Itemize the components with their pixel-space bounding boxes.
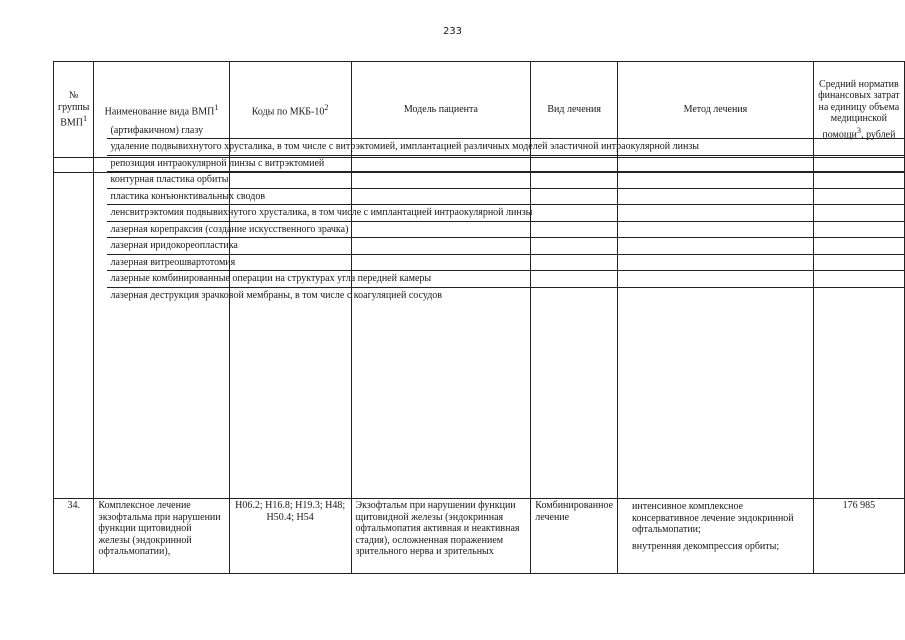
- row-34-methods: [618, 499, 814, 574]
- method-item: контурная пластика орбиты: [618, 173, 814, 189]
- row-34: [54, 499, 905, 574]
- method-item: лазерная витреошвартотомия: [618, 254, 814, 271]
- header-num-symbol: №: [68, 90, 79, 102]
- header-num-vmp: ВМП: [60, 117, 84, 129]
- header-patient-model: Модель пациента: [351, 62, 531, 158]
- continued-methods-cell: [110, 124, 814, 499]
- method-item: интенсивное комплексное консервативное лечение эндокринной офтальмопатии;: [632, 501, 794, 535]
- header-vmp-name-text: Наименование вида ВМП: [104, 105, 215, 117]
- header-average-cost-unit: , рублей: [861, 128, 896, 140]
- row-34-treatment-type: Комбинированное лечение: [531, 499, 618, 574]
- vmp-table: [53, 61, 905, 574]
- continued-row: [54, 173, 905, 499]
- row-34-patient-model: Экзофтальм при нарушении функции щитовидной железы (эндокринная офтальмопатия активная и неактивная стадия), осложненная поражением зрительного нерва и зрительных: [351, 499, 531, 574]
- row-34-vmp-name: Комплексное лечение экзофтальма при нарушении функции щитовидной железы (эндокринной офтальмопатии),: [94, 499, 229, 574]
- method-list: (артифакичном) глазу удаление подвывихнутого хрусталика, в том числе с витрэктомией, имплантацией различных моделей эластичной интраокулярной линзы репозиция интраокулярной линзы с витрэктомией контурная пластика орбиты пластика конъюнктивальных сводов ленсвитрэктомия подвывихнутого хрусталика, в том числе с имплантацией интраокулярной линзы лазерная корепраксия (создание искусственного зрачка) лазерная иридокореопластика лазерная витреошвартотомия лазерные комбинированные операции на структурах угла передней камеры лазерная деструкция зрачковой мембраны, в том числе с коагуляцией сосудов: [618, 173, 814, 304]
- row-34-number: 34.: [54, 499, 94, 574]
- row-34-icd-codes: H06.2; H16.8; H19.3; H48; H50.4; H54: [229, 499, 351, 574]
- header-icd-codes-text: Коды по МКБ-10: [251, 105, 325, 117]
- footnote-mark: 1: [214, 102, 219, 112]
- page-number: 233: [442, 26, 463, 37]
- method-item: лазерные комбинированные операции на структурах угла передней камеры: [618, 271, 814, 288]
- method-item: ленсвитрэктомия подвывихнутого хрусталика, в том числе с имплантацией интраокулярной линзы: [618, 205, 814, 222]
- footnote-mark: 2: [324, 102, 329, 112]
- method-item: лазерная корепраксия (создание искусственного зрачка): [618, 221, 814, 238]
- header-average-cost-text: Средний норматив финансовых затрат на единицу объема медицинской помощи: [818, 78, 900, 140]
- method-item: лазерная иридокореопластика: [618, 238, 814, 255]
- header-treatment-method: Метод лечения: [618, 62, 814, 158]
- footnote-mark: 3: [856, 125, 862, 135]
- method-item: пластика конъюнктивальных сводов: [618, 188, 814, 205]
- method-item: внутренняя декомпрессия орбиты;: [632, 540, 780, 552]
- header-treatment-type: Вид лечения: [531, 62, 618, 158]
- footnote-mark: 1: [83, 114, 88, 124]
- header-num-groups: группы: [58, 101, 90, 113]
- method-item: лазерная деструкция зрачковой мембраны, в том числе с коагуляцией сосудов: [110, 289, 442, 301]
- header-group-number: [54, 62, 94, 158]
- row-34-cost: 176 985: [813, 499, 904, 574]
